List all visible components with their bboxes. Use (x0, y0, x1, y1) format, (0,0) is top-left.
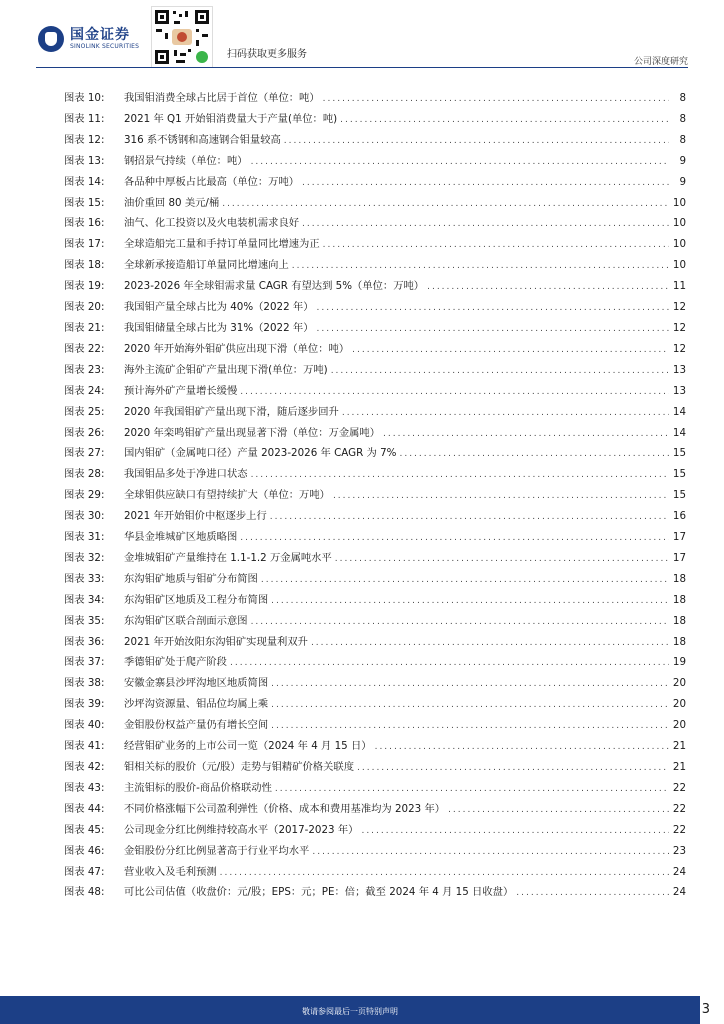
toc-entry-label: 图表 38: (64, 677, 105, 690)
toc-entry-label: 图表 29: (64, 489, 105, 502)
toc-entry-title: 公司现金分红比例维持较高水平（2017-2023 年） (124, 823, 359, 836)
toc-entry-label: 图表 33: (64, 572, 105, 585)
toc-entry-page: 14 (672, 426, 686, 439)
toc-entry-title: 2020 年开始海外钼矿供应出现下滑（单位：吨） (124, 342, 350, 355)
toc-leader-dots (292, 256, 669, 277)
toc-leader-dots (448, 800, 669, 821)
toc-entry-title: 沙坪沟资源量、钼品位均属上乘 (124, 698, 269, 711)
toc-entry[interactable] (64, 611, 686, 632)
toc-leader-dots (357, 758, 669, 779)
toc-entry-label: 图表 34: (64, 593, 105, 606)
toc-entry-label: 图表 36: (64, 635, 105, 648)
toc-entry-label: 图表 16: (64, 217, 105, 230)
toc-entry-label: 图表 18: (64, 259, 105, 272)
toc-leader-dots (323, 89, 669, 110)
toc-entry[interactable] (64, 569, 686, 590)
toc-entry-label: 图表 22: (64, 342, 105, 355)
toc-leader-dots (312, 842, 669, 863)
toc-entry-label: 图表 23: (64, 363, 105, 376)
toc-entry[interactable] (64, 318, 686, 339)
qr-code-icon (151, 6, 213, 68)
toc-entry-title: 我国钼品多处于净进口状态 (124, 468, 248, 481)
toc-entry-title: 金钼股份分红比例显著高于行业平均水平 (124, 844, 310, 857)
toc-entry-page: 8 (679, 112, 686, 125)
toc-entry[interactable] (64, 297, 686, 318)
toc-entry-label: 图表 39: (64, 698, 105, 711)
toc-entry-label: 图表 31: (64, 531, 105, 544)
toc-entry[interactable] (64, 213, 686, 234)
toc-leader-dots (352, 340, 669, 361)
footer-disclaimer: 敬请参阅最后一页特别声明 (302, 1007, 398, 1016)
toc-entry-label: 图表 21: (64, 321, 105, 334)
toc-entry-label: 图表 46: (64, 844, 105, 857)
toc-entry-label: 图表 28: (64, 468, 105, 481)
toc-leader-dots (271, 591, 669, 612)
toc-entry-title: 主流钼标的股价-商品价格联动性 (124, 781, 272, 794)
toc-leader-dots (383, 424, 669, 445)
toc-entry-label: 图表 20: (64, 301, 105, 314)
toc-entry[interactable] (64, 234, 686, 255)
toc-leader-dots (261, 570, 669, 591)
toc-entry-label: 图表 27: (64, 447, 105, 460)
toc-entry-page: 12 (672, 342, 686, 355)
toc-entry-page: 24 (672, 865, 686, 878)
toc-entry-title: 金钼股份权益产量仍有增长空间 (124, 719, 269, 732)
logo-text (70, 27, 139, 51)
toc-entry[interactable] (64, 548, 686, 569)
toc-entry-label: 图表 42: (64, 761, 105, 773)
toc-entry[interactable] (64, 381, 686, 402)
toc-entry-label: 图表 48: (64, 886, 105, 899)
toc-entry-page: 22 (672, 802, 686, 815)
report-type: 公司深度研究 (633, 57, 688, 67)
toc-entry-title: 2021 年开始钼价中枢逐步上行 (124, 510, 267, 523)
toc-entry-title: 不同价格涨幅下公司盈利弹性（价格、成本和费用基准均为 2023 年） (124, 802, 446, 815)
toc-entry-page: 10 (672, 217, 686, 230)
toc-entry-page: 20 (672, 719, 686, 732)
toc-entry-label: 图表 13: (64, 154, 105, 167)
toc-leader-dots (271, 695, 669, 716)
toc-entry-page: 8 (679, 133, 686, 146)
toc-leader-dots (361, 821, 669, 842)
toc-entry[interactable] (64, 715, 686, 736)
toc-leader-dots (317, 298, 670, 319)
toc-entry-title: 2023-2026 年全球钼需求量 CAGR 有望达到 5%（单位：万吨） (124, 280, 425, 293)
toc-entry[interactable] (64, 193, 686, 214)
toc-entry[interactable] (64, 673, 686, 694)
toc-entry-page: 17 (672, 551, 686, 564)
toc-entry[interactable] (64, 276, 686, 297)
qr-caption: 扫码获取更多服务 (227, 49, 307, 60)
toc-entry[interactable] (64, 172, 686, 193)
toc-leader-dots (222, 194, 669, 215)
toc-entry-page: 10 (672, 259, 686, 272)
toc-entry-title: 2021 年开始汝阳东沟钼矿实现量利双升 (124, 635, 308, 648)
toc-entry-label: 图表 10: (64, 92, 105, 104)
toc-entry-title: 我国钼储量全球占比为 31%（2022 年） (124, 321, 314, 334)
toc-entry-page: 12 (672, 301, 686, 314)
toc-entry[interactable] (64, 339, 686, 360)
toc-entry-page: 19 (672, 656, 686, 669)
toc-entry-title: 全球造船完工量和手持订单量同比增速为正 (124, 238, 320, 251)
toc-leader-dots (284, 131, 669, 152)
toc-leader-dots (302, 173, 669, 194)
toc-entry-page: 10 (672, 196, 686, 209)
toc-entry-page: 12 (672, 321, 686, 334)
toc-entry-page: 10 (672, 238, 686, 251)
toc-entry-page: 16 (672, 510, 686, 523)
toc-entry-page: 20 (672, 677, 686, 690)
toc-entry-title: 东沟钼矿区联合剖面示意图 (124, 614, 248, 627)
toc-entry-label: 图表 26: (64, 426, 105, 439)
toc-entry[interactable] (64, 255, 686, 276)
toc-entry-label: 图表 15: (64, 196, 105, 209)
toc-entry[interactable] (64, 485, 686, 506)
toc-entry-title: 季德钼矿处于爬产阶段 (124, 656, 227, 669)
toc-leader-dots (271, 674, 669, 695)
toc-entry-title: 2021 年 Q1 开始钼消费量大于产量(单位：吨) (124, 112, 338, 125)
toc-leader-dots (230, 653, 669, 674)
toc-entry-page: 9 (679, 175, 686, 188)
toc-entry-title: 钢招景气持续（单位：吨） (124, 154, 248, 167)
toc-entry-label: 图表 30: (64, 510, 105, 523)
toc-entry[interactable] (64, 464, 686, 485)
toc-entry-page: 23 (672, 844, 686, 857)
toc-entry-label: 图表 24: (64, 384, 105, 397)
toc-entry-title: 全球新承接造船订单量同比增速向上 (124, 259, 289, 272)
toc-leader-dots (516, 883, 669, 904)
toc-leader-dots (240, 528, 669, 549)
toc-entry[interactable] (64, 151, 686, 172)
toc-entry[interactable] (64, 506, 686, 527)
toc-entry[interactable] (64, 820, 686, 841)
toc-entry-title: 东沟钼矿区地质及工程分布简图 (124, 593, 269, 606)
toc-entry-title: 东沟钼矿地质与钼矿分布简图 (124, 572, 258, 585)
toc-entry-label: 图表 44: (64, 802, 105, 815)
toc-entry[interactable] (64, 88, 686, 109)
toc-entry-page: 14 (672, 405, 686, 418)
toc-entry[interactable] (64, 360, 686, 381)
sinolink-logo (38, 26, 139, 52)
toc-entry[interactable] (64, 527, 686, 548)
toc-entry-title: 预计海外矿产量增长缓慢 (124, 384, 238, 397)
toc-leader-dots (323, 235, 669, 256)
toc-entry[interactable] (64, 799, 686, 820)
toc-entry-title: 我国钼消费全球占比居于首位（单位：吨） (124, 92, 320, 104)
toc-entry-label: 图表 14: (64, 175, 105, 188)
toc-leader-dots (399, 444, 669, 465)
toc-entry[interactable] (64, 109, 686, 130)
toc-entry-label: 图表 35: (64, 614, 105, 627)
toc-leader-dots (251, 152, 669, 173)
toc-entry-label: 图表 41: (64, 740, 105, 753)
toc-entry-label: 图表 37: (64, 656, 105, 669)
toc-entry[interactable] (64, 130, 686, 151)
toc-leader-dots (427, 277, 669, 298)
toc-entry[interactable] (64, 590, 686, 611)
toc-leader-dots (275, 779, 669, 800)
toc-entry-page: 24 (672, 886, 686, 899)
toc-entry-title: 可比公司估值（收盘价：元/股；EPS：元；PE：倍；截至 2024 年 4 月 15 日收盘） (124, 886, 514, 899)
page-number: 3 (701, 1002, 710, 1017)
toc-entry-title: 2020 年我国钼矿产量出现下滑，随后逐步回升 (124, 405, 339, 418)
toc-entry-page: 21 (672, 740, 686, 753)
toc-entry-page: 17 (672, 531, 686, 544)
toc-leader-dots (342, 403, 669, 424)
toc-entry-page: 18 (672, 572, 686, 585)
toc-leader-dots (311, 633, 669, 654)
logo-cn: 国金证券 (70, 27, 130, 43)
toc-entry-page: 15 (672, 468, 686, 481)
toc-entry-label: 图表 47: (64, 865, 105, 878)
toc-entry[interactable] (64, 862, 686, 883)
toc-entry-label: 图表 12: (64, 133, 105, 146)
toc-entry[interactable] (64, 778, 686, 799)
toc-leader-dots (220, 863, 669, 884)
toc-entry-title: 2020 年栾鸣钼矿产量出现显著下滑（单位：万金属吨） (124, 426, 381, 439)
toc-entry-label: 图表 32: (64, 551, 105, 564)
toc-entry-label: 图表 19: (64, 280, 105, 293)
toc-entry-page: 18 (672, 593, 686, 606)
toc-entry-page: 20 (672, 698, 686, 711)
toc-entry-title: 我国钼产量全球占比为 40%（2022 年） (124, 301, 314, 314)
toc-leader-dots (270, 507, 669, 528)
toc-entry-page: 15 (672, 489, 686, 502)
toc-entry[interactable] (64, 443, 686, 464)
header-divider (36, 67, 688, 68)
toc-entry-title: 全球钼供应缺口有望持续扩大（单位：万吨） (124, 489, 330, 502)
toc-entry-page: 22 (672, 823, 686, 836)
toc-entry[interactable] (64, 632, 686, 653)
toc-entry-title: 油气、化工投资以及火电装机需求良好 (124, 217, 300, 230)
toc-entry-page: 18 (672, 635, 686, 648)
logo-en: SINOLINK SECURITIES (70, 43, 140, 50)
toc-entry-page: 22 (672, 781, 686, 794)
toc-entry-page: 13 (672, 363, 686, 376)
toc-leader-dots (302, 214, 669, 235)
toc-entry-title: 华县金堆城矿区地质略图 (124, 531, 238, 544)
toc-leader-dots (271, 716, 669, 737)
toc-entry-label: 图表 45: (64, 823, 105, 836)
toc-entry-page: 11 (672, 280, 686, 293)
toc-entry-title: 金堆城钼矿产量维持在 1.1-1.2 万金属吨水平 (124, 551, 332, 564)
toc-entry[interactable] (64, 423, 686, 444)
toc-entry-page: 9 (679, 154, 686, 167)
toc-leader-dots (335, 549, 669, 570)
toc-entry[interactable] (64, 402, 686, 423)
toc-leader-dots (340, 110, 669, 131)
toc-entry-title: 钼相关标的股价（元/股）走势与钼精矿价格关联度 (124, 761, 354, 773)
toc-leader-dots (333, 486, 669, 507)
toc-entry-label: 图表 40: (64, 719, 105, 732)
toc-entry-label: 图表 43: (64, 781, 105, 794)
toc-entry[interactable] (64, 841, 686, 862)
toc-entry-page: 15 (672, 447, 686, 460)
toc-entry-page: 21 (672, 761, 686, 773)
toc-entry-label: 图表 25: (64, 405, 105, 418)
toc-entry-page: 18 (672, 614, 686, 627)
toc-entry[interactable] (64, 736, 686, 757)
toc-entry-title: 营业收入及毛利预测 (124, 865, 217, 878)
toc-leader-dots (251, 612, 669, 633)
toc-entry-title: 安徽金寨县沙坪沟地区地质简图 (124, 677, 269, 690)
toc-entry-title: 国内钼矿（金属吨口径）产量 2023-2026 年 CAGR 为 7% (124, 447, 397, 460)
toc-entry-page: 13 (672, 384, 686, 397)
toc-entry-label: 图表 17: (64, 238, 105, 251)
sinolink-logo-icon (38, 26, 64, 52)
toc-leader-dots (251, 465, 669, 486)
toc-entry[interactable] (64, 694, 686, 715)
toc-leader-dots (240, 382, 669, 403)
toc-entry[interactable] (64, 652, 686, 673)
toc-entry-page: 8 (679, 92, 686, 104)
figure-list (64, 88, 686, 903)
toc-leader-dots (375, 737, 669, 758)
toc-entry[interactable] (64, 882, 686, 903)
toc-entry-title: 经营钼矿业务的上市公司一览（2024 年 4 月 15 日） (124, 740, 372, 753)
toc-entry-label: 图表 11: (64, 112, 105, 125)
toc-leader-dots (317, 319, 670, 340)
toc-entry-title: 油价重回 80 美元/桶 (124, 196, 220, 209)
page-header (0, 0, 724, 70)
toc-leader-dots (331, 361, 669, 382)
toc-entry-title: 海外主流矿企钼矿产量出现下滑(单位：万吨) (124, 363, 328, 376)
toc-entry-title: 316 系不锈钢和高速钢合钼量较高 (124, 133, 281, 146)
toc-entry[interactable] (64, 757, 686, 778)
toc-entry-title: 各品种中厚板占比最高（单位：万吨） (124, 175, 300, 188)
